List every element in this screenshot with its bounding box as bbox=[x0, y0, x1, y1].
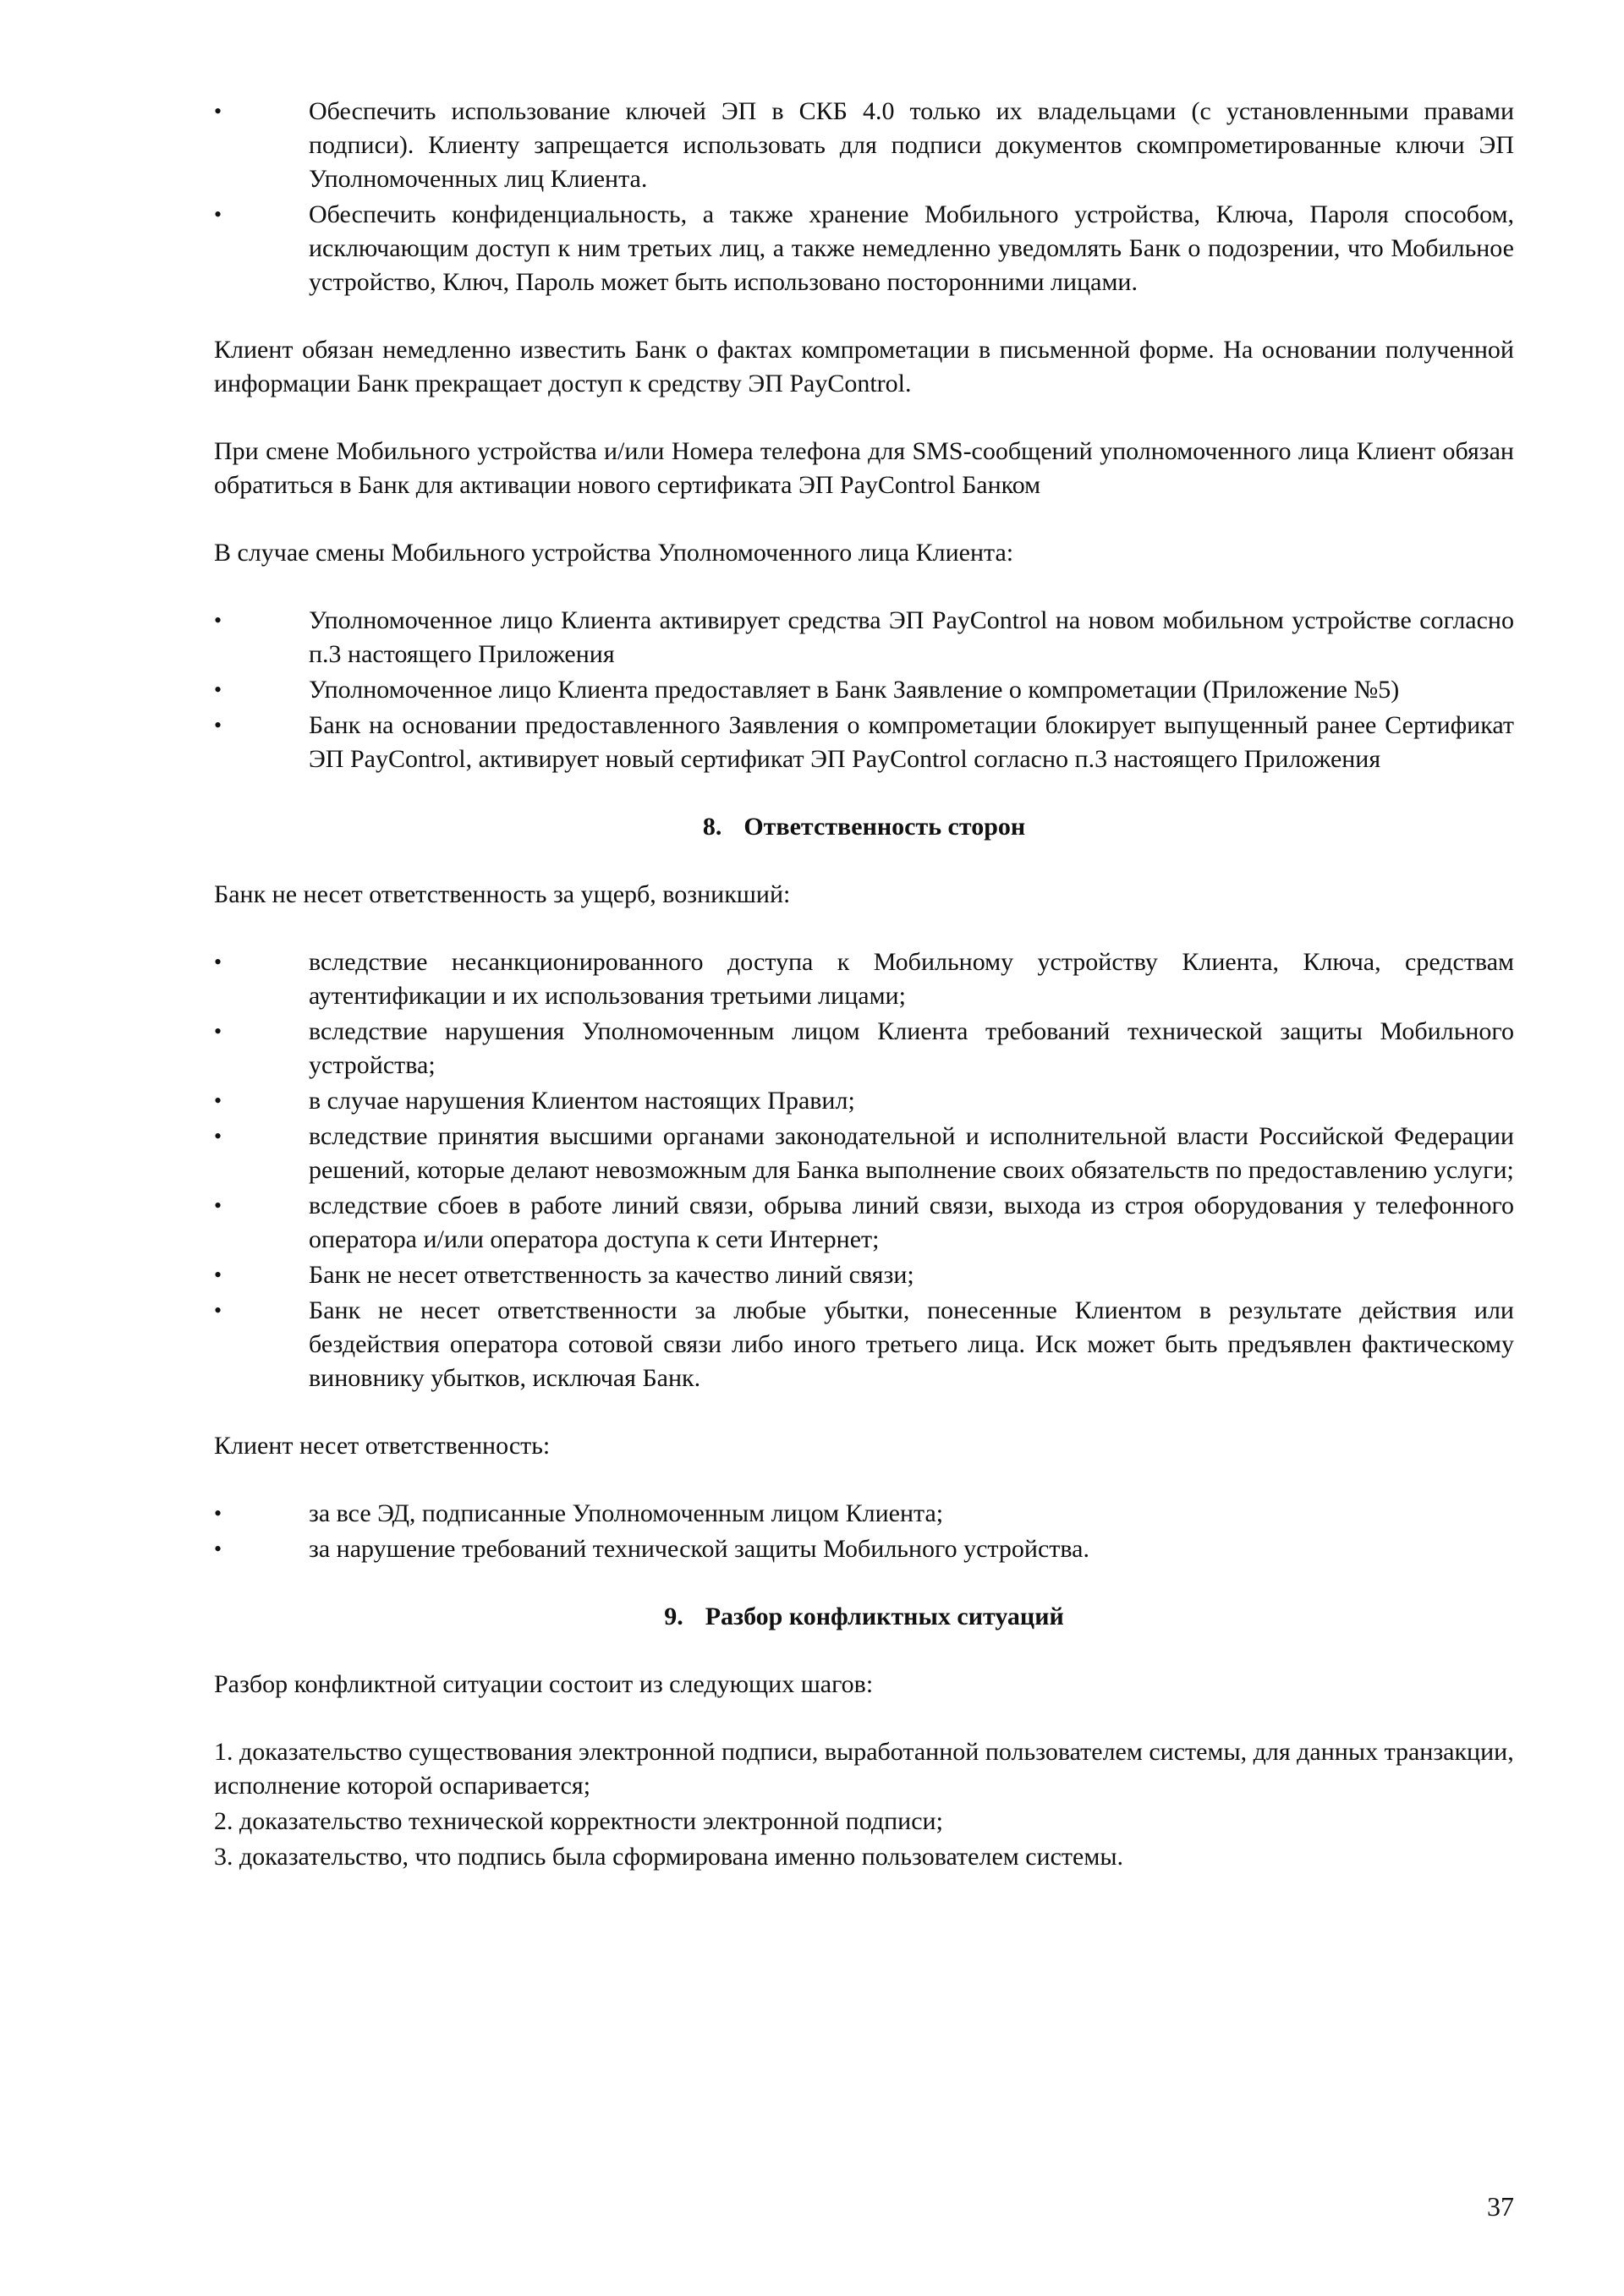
section-number: 8. bbox=[702, 813, 722, 841]
list-item bbox=[214, 1497, 1514, 1531]
paragraph-device-change: В случае смены Мобильного устройства Уполномоченного лица Клиента: bbox=[214, 539, 1014, 567]
document-page bbox=[214, 95, 1514, 1876]
bullet-icon: • bbox=[214, 1501, 222, 1526]
bullet-icon: • bbox=[214, 1193, 222, 1218]
list-item-text: вследствие несанкционированного доступа к Мобильному устройству Клиента, Ключа, средствам аутентификации и их использования третьими лицами; bbox=[309, 948, 1514, 1010]
list-item bbox=[214, 709, 1514, 776]
bullet-icon: • bbox=[214, 202, 222, 227]
section-title: Ответственность сторон bbox=[743, 813, 1026, 841]
list-item bbox=[214, 1532, 1514, 1566]
list-item-text: Банк не несет ответственности за любые убытки, понесенные Клиентом в результате действия или бездействия оператора сотовой связи либо иного третьего лица. Иск может быть предъявлен фактическому виновнику убытков, исключая Банк. bbox=[309, 1296, 1514, 1392]
paragraph-client-liability-intro: Клиент несет ответственность: bbox=[214, 1432, 551, 1460]
page-number: 37 bbox=[1487, 2191, 1514, 2222]
bullet-icon: • bbox=[214, 608, 222, 633]
bullet-icon: • bbox=[214, 950, 222, 974]
section-heading-9 bbox=[214, 1600, 1514, 1634]
list-item bbox=[214, 198, 1514, 299]
list-item-text: Обеспечить использование ключей ЭП в СКБ 4.0 только их владельцами (с установленными правами подписи). Клиенту запрещается использовать для подписи документов скомпрометированные ключи ЭП Уполномоченных лиц Клиента. bbox=[309, 97, 1514, 193]
bullet-icon: • bbox=[214, 1019, 222, 1044]
list-item-text: Уполномоченное лицо Клиента активирует средства ЭП PayControl на новом мобильном устройстве согласно п.3 настоящего Приложения bbox=[309, 606, 1514, 668]
list-item: 2. доказательство технической корректности электронной подписи; bbox=[214, 1807, 943, 1835]
bullet-icon: • bbox=[214, 1088, 222, 1113]
paragraph-bank-liability-intro: Банк не несет ответственность за ущерб, возникший: bbox=[214, 880, 791, 908]
list-item bbox=[214, 1189, 1514, 1257]
paragraph-conflict-intro: Разбор конфликтной ситуации состоит из следующих шагов: bbox=[214, 1670, 874, 1698]
list-item-text: Банк не несет ответственность за качество линий связи; bbox=[309, 1261, 914, 1289]
bullet-icon: • bbox=[214, 1537, 222, 1561]
list-item-text: Уполномоченное лицо Клиента предоставляет в Банк Заявление о компрометации (Приложение №5) bbox=[309, 676, 1400, 704]
bullet-icon: • bbox=[214, 99, 222, 123]
list-item-text: за нарушение требований технической защиты Мобильного устройства. bbox=[309, 1535, 1089, 1563]
list-item bbox=[214, 604, 1514, 671]
bullet-icon: • bbox=[214, 713, 222, 737]
list-item bbox=[214, 1120, 1514, 1187]
list-item-text: за все ЭД, подписанные Уполномоченным лицом Клиента; bbox=[309, 1499, 944, 1527]
bullet-icon: • bbox=[214, 1124, 222, 1148]
bullet-icon: • bbox=[214, 677, 222, 702]
list-item: 1. доказательство существования электронной подписи, выработанной пользователем системы, для данных транзакции, исполнение которой оспаривается; bbox=[214, 1738, 1514, 1800]
list-item bbox=[214, 945, 1514, 1013]
list-item-text: в случае нарушения Клиентом настоящих Правил; bbox=[309, 1087, 855, 1115]
section-heading-8 bbox=[214, 810, 1514, 844]
list-item-text: Банк на основании предоставленного Заявления о компрометации блокирует выпущенный ранее Сертификат ЭП PayControl, активирует новый сертификат ЭП PayControl согласно п.3 настоящего Приложения bbox=[309, 711, 1514, 773]
list-item bbox=[214, 1015, 1514, 1082]
list-item bbox=[214, 1294, 1514, 1395]
list-item bbox=[214, 95, 1514, 196]
section-number: 9. bbox=[664, 1603, 683, 1630]
bullet-icon: • bbox=[214, 1263, 222, 1287]
list-item bbox=[214, 673, 1514, 707]
list-item-text: вследствие сбоев в работе линий связи, обрыва линий связи, выхода из строя оборудования у телефонного оператора и/или оператора доступа к сети Интернет; bbox=[309, 1192, 1514, 1253]
list-item bbox=[214, 1084, 1514, 1118]
list-item-text: вследствие принятия высшими органами законодательной и исполнительной власти Российской Федерации решений, которые делают невозможным для Банка выполнение своих обязательств по предоставлению услуги; bbox=[309, 1122, 1514, 1184]
bullet-icon: • bbox=[214, 1298, 222, 1323]
list-item bbox=[214, 1258, 1514, 1292]
list-item-text: Обеспечить конфиденциальность, а также хранение Мобильного устройства, Ключа, Пароля способом, исключающим доступ к ним третьих лиц, а также немедленно уведомлять Банк о подозрении, что Мобильное устройство, Ключ, Пароль может быть использовано посторонними лицами. bbox=[309, 200, 1514, 296]
paragraph-compromise: Клиент обязан немедленно известить Банк о фактах компрометации в письменной форме. На основании полученной информации Банк прекращает доступ к средству ЭП PayControl. bbox=[214, 336, 1514, 397]
list-item: 3. доказательство, что подпись была сформирована именно пользователем системы. bbox=[214, 1843, 1123, 1871]
list-item-text: вследствие нарушения Уполномоченным лицом Клиента требований технической защиты Мобильного устройства; bbox=[309, 1017, 1514, 1079]
paragraph-device-change-request: При смене Мобильного устройства и/или Номера телефона для SMS-сообщений уполномоченного лица Клиент обязан обратиться в Банк для активации нового сертификата ЭП PayControl Банком bbox=[214, 437, 1514, 499]
section-title: Разбор конфликтных ситуаций bbox=[705, 1603, 1064, 1630]
